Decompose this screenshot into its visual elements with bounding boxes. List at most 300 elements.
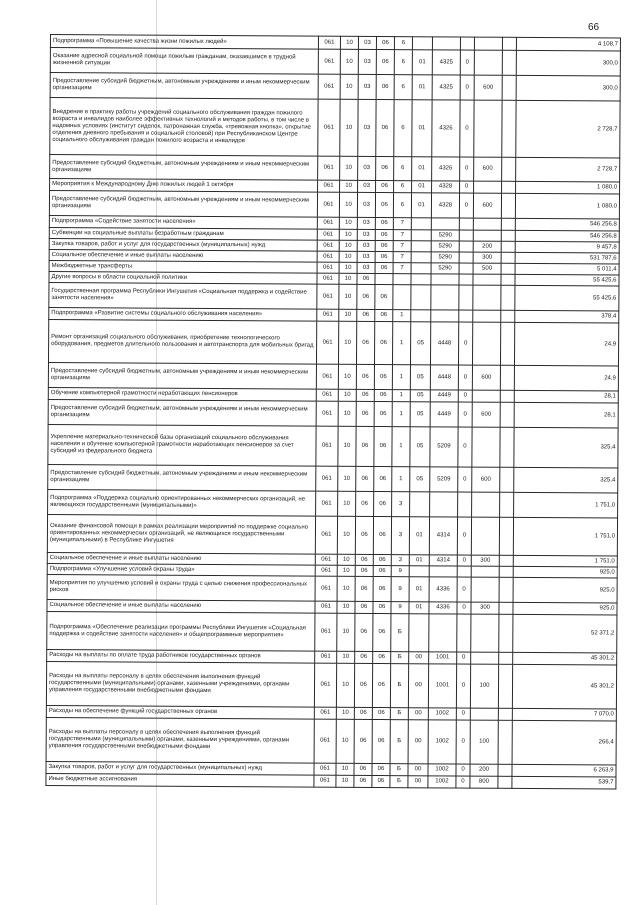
- row-description: Ремонт организаций социального обслуживания, приобретение технологического оборудования, предметов длительного пользования и автотранспорта для мобильных бригад: [48, 319, 316, 364]
- code-cell: 06: [376, 49, 394, 74]
- code-cell: Б: [391, 614, 409, 652]
- code-cell: 06: [373, 613, 391, 651]
- code-cell: 1002: [428, 720, 456, 764]
- row-description: Подпрограмма «Содействие занятости населения»: [49, 215, 317, 229]
- code-cell: 061: [316, 401, 338, 426]
- code-cell: [499, 566, 513, 577]
- code-cell: 061: [318, 49, 340, 74]
- code-cell: 1001: [429, 652, 457, 664]
- table-row: [50, 48, 620, 76]
- code-cell: 05: [410, 390, 430, 402]
- row-description: Другие вопросы в области социальной политики: [49, 271, 317, 284]
- amount-cell: 55 425,6: [515, 285, 619, 311]
- code-cell: 10: [339, 240, 357, 251]
- code-cell: 4336: [429, 602, 457, 614]
- code-cell: [500, 322, 514, 365]
- code-cell: 01: [412, 75, 432, 100]
- code-cell: 600: [474, 75, 502, 100]
- code-cell: 0: [459, 193, 473, 218]
- code-cell: 06: [355, 651, 373, 663]
- row-description: Социальное обеспечение и иные выплаты населению: [47, 552, 315, 565]
- row-description: Закупка товаров, работ и услуг для государственных (муниципальных) нужд: [46, 761, 314, 775]
- code-cell: 0: [460, 75, 474, 100]
- code-cell: 06: [356, 401, 374, 426]
- code-cell: 10: [336, 663, 354, 707]
- code-cell: 10: [338, 426, 356, 466]
- amount-cell: 2 728,7: [516, 157, 620, 182]
- code-cell: 061: [318, 180, 340, 192]
- code-cell: 06: [354, 763, 372, 775]
- code-cell: [498, 720, 512, 764]
- code-cell: 061: [315, 565, 337, 576]
- row-description: Межбюджетные трансферты: [49, 260, 317, 273]
- code-cell: 10: [339, 192, 357, 217]
- amount-cell: 925,0: [513, 602, 617, 615]
- code-cell: 10: [340, 156, 358, 180]
- amount-cell: 5 011,4: [515, 263, 619, 275]
- code-cell: 03: [358, 36, 376, 49]
- amount-cell: 1 751,0: [514, 492, 618, 518]
- code-cell: 06: [372, 663, 390, 707]
- code-cell: 10: [340, 180, 358, 192]
- code-cell: 300: [473, 252, 501, 263]
- table-row: [46, 717, 616, 764]
- code-cell: 01: [412, 50, 432, 75]
- table-body: [46, 35, 621, 789]
- code-cell: 10: [338, 389, 356, 401]
- code-cell: [459, 241, 473, 252]
- code-cell: 800: [470, 776, 498, 788]
- row-description: Иные бюджетные ассигнования: [46, 773, 314, 787]
- code-cell: 06: [374, 321, 392, 364]
- code-cell: [431, 274, 459, 285]
- amount-cell: 546 256,8: [515, 230, 619, 242]
- code-cell: [502, 75, 516, 100]
- code-cell: 500: [473, 263, 501, 274]
- table-row: [46, 661, 616, 708]
- code-cell: 06: [375, 229, 393, 240]
- code-cell: [501, 263, 515, 274]
- code-cell: 06: [375, 309, 393, 321]
- row-description: Предоставление субсидий бюджетным, автономным учреждениям и иным некоммерческим организациям: [48, 464, 316, 491]
- code-cell: [501, 274, 515, 285]
- code-cell: 061: [315, 601, 337, 613]
- budget-table: [45, 34, 621, 789]
- code-cell: 06: [375, 284, 393, 309]
- code-cell: 061: [314, 775, 336, 787]
- code-cell: [411, 285, 431, 310]
- row-description: Социальное обеспечение и иные выплаты населению: [49, 249, 317, 262]
- code-cell: 06: [357, 284, 375, 309]
- amount-cell: 1 751,0: [513, 555, 617, 567]
- code-cell: 0: [456, 664, 470, 708]
- code-cell: 4328: [432, 181, 460, 193]
- code-cell: 4328: [431, 193, 459, 218]
- code-cell: 1: [392, 467, 410, 492]
- amount-cell: 4 108,7: [516, 37, 620, 51]
- code-cell: 0: [458, 402, 472, 427]
- code-cell: 6: [394, 50, 412, 75]
- code-cell: 061: [314, 663, 336, 707]
- row-description: Закупка товаров, работ и услуг для государственных (муниципальных) нужд: [49, 238, 317, 251]
- table-row: [48, 399, 618, 427]
- code-cell: [472, 427, 500, 467]
- code-cell: 10: [339, 273, 357, 284]
- code-cell: 600: [472, 365, 500, 390]
- code-cell: [501, 285, 515, 310]
- amount-cell: 9 457,8: [515, 241, 619, 253]
- code-cell: 01: [412, 100, 432, 157]
- code-cell: [471, 614, 499, 652]
- code-cell: 1: [393, 310, 411, 322]
- amount-cell: 325,4: [514, 467, 618, 493]
- code-cell: Б: [390, 664, 408, 708]
- amount-cell: 55 425,6: [515, 274, 619, 286]
- code-cell: 061: [318, 36, 340, 49]
- amount-cell: 378,4: [515, 310, 619, 323]
- code-cell: [500, 365, 514, 390]
- amount-cell: 1 080,0: [516, 181, 620, 194]
- code-cell: [474, 100, 502, 157]
- code-cell: [459, 252, 473, 263]
- code-cell: 01: [409, 577, 429, 602]
- code-cell: 4449: [430, 390, 458, 402]
- code-cell: 01: [412, 157, 432, 181]
- code-cell: 06: [372, 719, 390, 763]
- code-cell: [471, 566, 499, 577]
- code-cell: 061: [314, 707, 336, 719]
- code-cell: 06: [355, 565, 373, 576]
- code-cell: [502, 157, 516, 181]
- code-cell: 06: [374, 426, 392, 466]
- code-cell: 06: [357, 309, 375, 321]
- code-cell: 06: [354, 663, 372, 707]
- code-cell: Б: [390, 764, 408, 776]
- code-cell: [502, 50, 516, 75]
- code-cell: 06: [354, 719, 372, 763]
- code-cell: 03: [357, 251, 375, 262]
- code-cell: 06: [374, 389, 392, 401]
- code-cell: 9: [391, 577, 409, 602]
- code-cell: [412, 37, 432, 50]
- code-cell: 06: [355, 554, 373, 565]
- table-row: [49, 282, 619, 310]
- code-cell: 01: [409, 555, 429, 566]
- code-cell: 10: [339, 217, 357, 229]
- code-cell: [501, 230, 515, 241]
- code-cell: 1002: [428, 764, 456, 776]
- code-cell: 061: [316, 321, 338, 364]
- amount-cell: 539,7: [512, 776, 616, 789]
- code-cell: 061: [317, 309, 339, 321]
- code-cell: 10: [338, 321, 356, 364]
- code-cell: [500, 467, 514, 492]
- code-cell: [411, 263, 431, 274]
- page-number: 66: [588, 22, 600, 33]
- code-cell: 06: [375, 192, 393, 217]
- code-cell: [429, 614, 457, 652]
- code-cell: 061: [314, 763, 336, 775]
- row-description: Мероприятия по улучшению условий и охраны труда с целью снижения профессиональных рисков: [47, 574, 315, 601]
- amount-cell: 325,4: [514, 427, 618, 468]
- code-cell: 0: [456, 708, 470, 720]
- amount-cell: 52 371,2: [513, 614, 617, 653]
- code-cell: 061: [316, 466, 338, 491]
- code-cell: 06: [374, 466, 392, 491]
- table-row: [46, 773, 616, 788]
- code-cell: 061: [316, 389, 338, 401]
- code-cell: [471, 652, 499, 664]
- code-cell: 10: [339, 309, 357, 321]
- code-cell: 6: [394, 75, 412, 100]
- code-cell: [500, 390, 514, 402]
- code-cell: 5209: [430, 427, 458, 467]
- code-cell: 061: [317, 262, 339, 273]
- amount-cell: 531 787,6: [515, 252, 619, 264]
- code-cell: [411, 230, 431, 241]
- code-cell: 06: [376, 156, 394, 180]
- code-cell: 600: [472, 467, 500, 492]
- code-cell: 061: [317, 217, 339, 229]
- code-cell: 06: [356, 426, 374, 466]
- code-cell: 0: [457, 602, 471, 614]
- code-cell: 061: [317, 273, 339, 284]
- code-cell: 06: [356, 389, 374, 401]
- code-cell: 06: [376, 74, 394, 99]
- amount-cell: 24,9: [514, 365, 618, 391]
- row-description: Субвенции на социальные выплаты безработным гражданам: [49, 227, 317, 240]
- code-cell: 0: [460, 100, 474, 157]
- code-cell: 06: [355, 613, 373, 651]
- row-description: Мероприятия к Международному Дню пожилых людей 1 октября: [50, 179, 318, 193]
- code-cell: [458, 492, 472, 517]
- amount-cell: 925,0: [513, 566, 617, 578]
- code-cell: 7: [393, 252, 411, 263]
- code-cell: [410, 492, 430, 517]
- code-cell: 6: [394, 157, 412, 181]
- code-cell: 06: [374, 491, 392, 516]
- code-cell: [501, 252, 515, 263]
- code-cell: 4326: [432, 100, 460, 157]
- code-cell: 05: [410, 322, 430, 365]
- table-row: [48, 464, 618, 492]
- code-cell: [473, 230, 501, 241]
- row-description: Обучение компьютерной грамотности неработающих пенсионеров: [48, 387, 316, 401]
- code-cell: 0: [458, 390, 472, 402]
- code-cell: 7: [393, 230, 411, 241]
- row-description: Оказание финансовой помощи в рамках реализации мероприятий по поддержке социально ориентированных некоммерческих организаций, не являющихся государственными (муниципальными) в Республике Ингушетия: [47, 514, 315, 554]
- code-cell: [501, 310, 515, 322]
- code-cell: 0: [457, 577, 471, 602]
- code-cell: [499, 614, 513, 652]
- code-cell: 03: [358, 99, 376, 156]
- code-cell: [409, 614, 429, 652]
- code-cell: 06: [355, 516, 373, 554]
- code-cell: 9: [391, 566, 409, 577]
- code-cell: 10: [339, 262, 357, 273]
- amount-cell: 6 263,9: [512, 764, 616, 777]
- code-cell: 0: [460, 50, 474, 75]
- code-cell: 1: [392, 427, 410, 467]
- code-cell: 10: [337, 601, 355, 613]
- table-row: [47, 514, 617, 555]
- code-cell: 00: [408, 708, 428, 720]
- code-cell: [473, 218, 501, 230]
- code-cell: 300: [471, 555, 499, 566]
- code-cell: 10: [336, 763, 354, 775]
- code-cell: 600: [473, 193, 501, 218]
- code-cell: [393, 285, 411, 310]
- code-cell: [431, 310, 459, 322]
- code-cell: 100: [470, 720, 498, 764]
- code-cell: 06: [356, 491, 374, 516]
- code-cell: 10: [337, 554, 355, 565]
- code-cell: [501, 218, 515, 230]
- code-cell: 06: [356, 364, 374, 389]
- code-cell: 4449: [430, 402, 458, 427]
- code-cell: 600: [474, 157, 502, 181]
- code-cell: 0: [458, 322, 472, 365]
- code-cell: 0: [457, 555, 471, 566]
- code-cell: 00: [408, 776, 428, 788]
- code-cell: 5209: [430, 467, 458, 492]
- code-cell: [499, 517, 513, 555]
- code-cell: 06: [354, 707, 372, 719]
- code-cell: [471, 517, 499, 555]
- code-cell: [411, 274, 431, 285]
- code-cell: 06: [376, 99, 394, 156]
- code-cell: [431, 285, 459, 310]
- code-cell: 00: [408, 764, 428, 776]
- code-cell: 061: [317, 192, 339, 217]
- code-cell: 061: [317, 251, 339, 262]
- row-description: Оказание адресной социальной помощи пожилым гражданам, оказавшимся в трудной жизненной ситуации: [50, 48, 318, 75]
- code-cell: 061: [317, 284, 339, 309]
- code-cell: 06: [375, 251, 393, 262]
- code-cell: 5290: [431, 230, 459, 241]
- code-cell: 0: [456, 764, 470, 776]
- code-cell: 06: [372, 707, 390, 719]
- amount-cell: 300,0: [516, 75, 620, 101]
- code-cell: 061: [314, 719, 336, 763]
- code-cell: [457, 566, 471, 577]
- code-cell: 06: [373, 565, 391, 576]
- code-cell: 06: [354, 775, 372, 787]
- code-cell: 10: [336, 775, 354, 787]
- row-description: Подпрограмма «Обеспечение реализации программы Республики Ингушетия «Социальная поддержка и содействие занятости населения» и общепрограммные мероприятия»: [47, 611, 315, 651]
- code-cell: 5290: [431, 252, 459, 263]
- code-cell: 061: [317, 240, 339, 251]
- code-cell: 4325: [432, 50, 460, 75]
- code-cell: 061: [315, 516, 337, 554]
- code-cell: [473, 274, 501, 285]
- table-row: [48, 424, 618, 467]
- code-cell: 6: [394, 181, 412, 193]
- code-cell: [432, 37, 460, 50]
- amount-cell: 28,1: [514, 390, 618, 403]
- code-cell: 0: [457, 652, 471, 664]
- code-cell: 06: [373, 651, 391, 663]
- code-cell: 4325: [432, 75, 460, 100]
- code-cell: 10: [340, 99, 358, 156]
- row-description: Предоставление субсидий бюджетным, автономным учреждениям и иным некоммерческим организациям: [48, 399, 316, 426]
- row-description: Предоставление субсидий бюджетным, автономным учреждениям и иным некоммерческим организациям: [50, 73, 318, 100]
- code-cell: [473, 285, 501, 310]
- code-cell: 10: [336, 719, 354, 763]
- code-cell: 06: [373, 554, 391, 565]
- code-cell: 1002: [428, 708, 456, 720]
- code-cell: 0: [457, 517, 471, 555]
- code-cell: 061: [315, 651, 337, 663]
- code-cell: 03: [358, 49, 376, 74]
- code-cell: 5290: [431, 241, 459, 252]
- code-cell: 4314: [429, 555, 457, 566]
- code-cell: 03: [358, 74, 376, 99]
- code-cell: 06: [357, 273, 375, 284]
- code-cell: 061: [318, 74, 340, 99]
- code-cell: [411, 218, 431, 230]
- code-cell: 0: [458, 427, 472, 467]
- code-cell: 061: [315, 576, 337, 601]
- row-description: Подпрограмма «Улучшение условий охраны труда»: [47, 563, 315, 576]
- code-cell: 06: [376, 36, 394, 49]
- code-cell: 0: [460, 157, 474, 181]
- code-cell: [473, 310, 501, 322]
- code-cell: 06: [372, 775, 390, 787]
- row-description: Подпрограмма «Поддержка социально ориентированных некоммерческих организаций, не являющихся государственными (муниципальными)»: [48, 489, 316, 516]
- code-cell: 200: [473, 241, 501, 252]
- code-cell: [498, 776, 512, 788]
- code-cell: 061: [318, 99, 340, 156]
- code-cell: [472, 322, 500, 365]
- table-row: [48, 489, 618, 517]
- code-cell: 600: [472, 402, 500, 427]
- code-cell: 06: [375, 240, 393, 251]
- code-cell: 061: [317, 229, 339, 240]
- code-cell: [411, 241, 431, 252]
- code-cell: 03: [357, 262, 375, 273]
- code-cell: 061: [318, 156, 340, 180]
- code-cell: Б: [390, 720, 408, 764]
- row-description: Подпрограмма «Развитие системы социального обслуживания населения»: [49, 307, 317, 321]
- code-cell: [474, 181, 502, 193]
- code-cell: [411, 252, 431, 263]
- table-row: [49, 191, 619, 219]
- code-cell: 01: [409, 517, 429, 555]
- code-cell: 1: [392, 402, 410, 427]
- code-cell: [429, 566, 457, 577]
- code-cell: 5290: [431, 263, 459, 274]
- code-cell: [459, 263, 473, 274]
- row-description: Социальное обеспечение и иные выплаты населению: [47, 599, 315, 613]
- code-cell: 200: [470, 764, 498, 776]
- code-cell: [459, 310, 473, 322]
- row-description: Расходы на выплаты персоналу в целях обеспечения выполнения функций государственными (муниципальными) органами, казенными учреждениями, органами управления государственными внебюджетными фондами: [46, 717, 314, 763]
- code-cell: 06: [356, 321, 374, 364]
- row-description: Расходы на выплаты персоналу в целях обеспечения выполнения функций государственными (муниципальными) органами, казенными учреждениями, органами управления государственными внебюджетными фондами: [46, 661, 314, 707]
- code-cell: 6: [394, 100, 412, 157]
- code-cell: 4314: [429, 517, 457, 555]
- amount-cell: 7 070,0: [512, 708, 616, 721]
- amount-cell: 28,1: [514, 402, 618, 428]
- row-description: Расходы на выплаты по оплате труда работников государственных органов: [47, 649, 315, 663]
- code-cell: 10: [337, 576, 355, 601]
- code-cell: [472, 390, 500, 402]
- code-cell: 300: [471, 602, 499, 614]
- code-cell: [430, 492, 458, 517]
- code-cell: 03: [358, 156, 376, 180]
- amount-cell: 300,0: [516, 50, 620, 76]
